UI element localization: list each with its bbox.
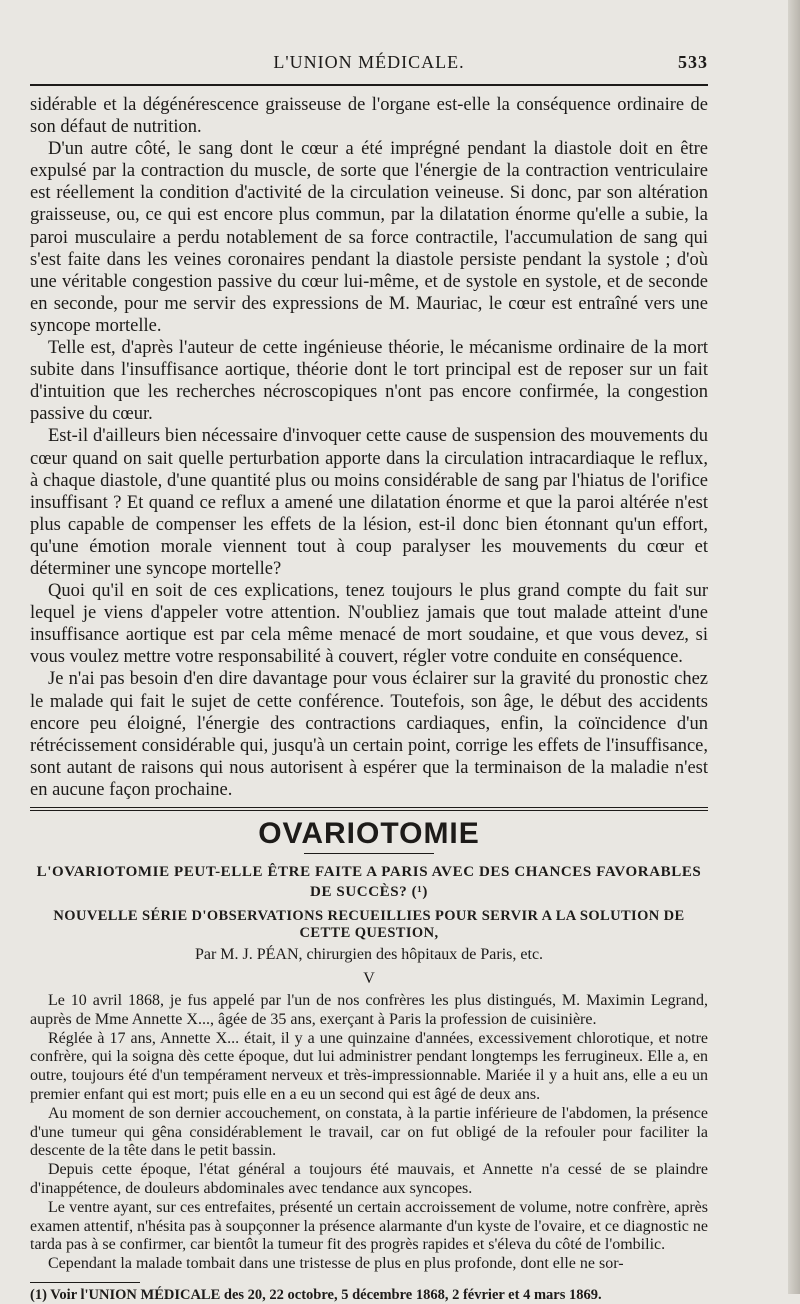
running-header bbox=[30, 52, 708, 82]
case-paragraph: Cependant la malade tombait dans une tristesse de plus en plus profonde, dont elle ne sor- bbox=[48, 1255, 624, 1273]
body-paragraph: sidérable et la dégénérescence graisseuse de l'organe est-elle la conséquence ordinaire de son défaut de nutrition. bbox=[30, 95, 708, 138]
case-paragraph: Le ventre ayant, sur ces entrefaites, présenté un certain accroissement de volume, notre confrère, après examen attentif, n'hésita pas à soupçonner la présence alarmante d'un kyste de l'ovaire, et ce diagnostic ne tarda pas à se confirmer, car bientôt la tumeur fit des progrès rapides et s'éleva du côté de l'ombilic. bbox=[30, 1198, 708, 1254]
article-subtitle: L'OVARIOTOMIE PEUT-ELLE ÊTRE FAITE A PARIS AVEC DES CHANCES FAVORABLES DE SUCCÈS? (¹) bbox=[36, 864, 702, 900]
section-divider bbox=[30, 810, 708, 811]
body-paragraph: Je n'ai pas besoin d'en dire davantage pour vous éclairer sur la gravité du pronostic chez le malade qui fait le sujet de cette conférence. Toutefois, son âge, le début des accidents encore peu éloigné, l'énergie des contractions cardiaques, enfin, la coïncidence d'un rétrécissement considérable qui, jusqu'à un certain point, corrige les effets de l'insuffisance, sont autant de raisons qui nous autorisent à espérer que la terminaison de la maladie n'est en aucune façon prochaine. bbox=[30, 669, 708, 800]
body-paragraph: D'un autre côté, le sang dont le cœur a été imprégné pendant la diastole doit en être expulsé par la contraction du muscle, de sorte que l'énergie de la contraction ventriculaire est réellement la condition d'activité de la circulation veineuse. Si donc, par son altération graisseuse, ou, ce qui est encore plus commun, par la dilatation énorme qu'elle a subie, la paroi musculaire a perdu notablement de sa force contractile, l'accumulation de sang qui s'est faite dans les veines coronaires pendant la diastole persiste pendant la systole ; d'où une véritable congestion passive du cœur lui-même, et de systole en systole, et de seconde en seconde, pour me servir des expressions de M. Mauriac, le cœur est entraîné vers une syncope mortelle. bbox=[30, 139, 708, 336]
header-rule bbox=[30, 84, 708, 86]
journal-title: L'UNION MÉDICALE. bbox=[273, 52, 465, 72]
case-paragraph: Au moment de son dernier accouchement, on constata, à la partie inférieure de l'abdomen, la présence d'une tumeur qui gêna considérablement le travail, car on fut obligé de la refouler pour faciliter la descente de la tête dans le petit bassin. bbox=[30, 1104, 708, 1160]
part-number: V bbox=[363, 970, 375, 987]
author-byline: Par M. J. PÉAN, chirurgien des hôpitaux de Paris, etc. bbox=[194, 946, 544, 963]
case-text bbox=[30, 992, 708, 1274]
lecture-text bbox=[30, 94, 708, 801]
footnote-rule bbox=[30, 1282, 140, 1283]
case-paragraph: Depuis cette époque, l'état général a toujours été mauvais, et Annette n'a cessé de se plaindre d'inappétence, de douleurs abdominales avec tendance aux syncopes. bbox=[30, 1161, 708, 1197]
book-spine-edge bbox=[788, 0, 800, 1294]
body-paragraph: Telle est, d'après l'auteur de cette ingénieuse théorie, le mécanisme ordinaire de la mort subite dans l'insuffisance aortique, théorie dont le tort principal est de reposer sur un fait d'intuition que les recherches nécroscopiques n'ont pas encore confirmée, la congestion passive du cœur. bbox=[30, 338, 708, 425]
title-underline bbox=[304, 853, 434, 854]
case-paragraph: Réglée à 17 ans, Annette X... était, il y a une quinzaine d'années, excessivement chlorotique, et notre confrère, qui la soigna dès cette époque, dut lui administrer pendant longtemps les ferrugineux. Elle a, en outre, toujours été d'un tempérament nerveux et très-impressionnable. Mariée il y a huit ans, elle a eu un premier enfant qui est mort; puis elle en a eu un second qui est âgé de deux ans. bbox=[30, 1029, 708, 1103]
case-paragraph: Le 10 avril 1868, je fus appelé par l'un de nos confrères les plus distingués, M. Maximin Legrand, auprès de Mme Annette X..., âgée de 35 ans, exerçant à Paris la profession de cuisinière. bbox=[30, 992, 708, 1028]
series-heading: NOUVELLE SÉRIE D'OBSERVATIONS RECUEILLIES POUR SERVIR A LA SOLUTION DE CETTE QUESTION, bbox=[53, 908, 685, 941]
page-number: 533 bbox=[678, 52, 708, 72]
section-title: OVARIOTOMIE bbox=[258, 817, 480, 850]
section-divider bbox=[30, 807, 708, 808]
body-paragraph: Est-il d'ailleurs bien nécessaire d'invoquer cette cause de suspension des mouvements du cœur quand on sait quelle perturbation apporte dans la circulation intracardiaque le reflux, à chaque diastole, d'une quantité plus ou moins considérable de sang par l'hiatus de l'orifice insuffisant ? Et quand ce reflux a amené une dilatation énorme et que la paroi altérée n'est plus capable de compenser les effets de la lésion, est-il donc bien étonnant qu'un effort, qu'une émotion morale viennent tout à coup paralyser les mouvements du cœur et déterminer une syncope mortelle? bbox=[30, 426, 708, 579]
footnote: (1) Voir l'UNION MÉDICALE des 20, 22 octobre, 5 décembre 1868, 2 février et 4 mars 1869. bbox=[30, 1286, 602, 1303]
body-paragraph: Quoi qu'il en soit de ces explications, tenez toujours le plus grand compte du fait sur lequel je viens d'appeler votre attention. N'oubliez jamais que tout malade atteint d'une insuffisance aortique est par cela même menacé de mort soudaine, et que vous devez, si vous voulez mettre votre responsabilité à couvert, régler votre conduite en conséquence. bbox=[30, 581, 708, 668]
